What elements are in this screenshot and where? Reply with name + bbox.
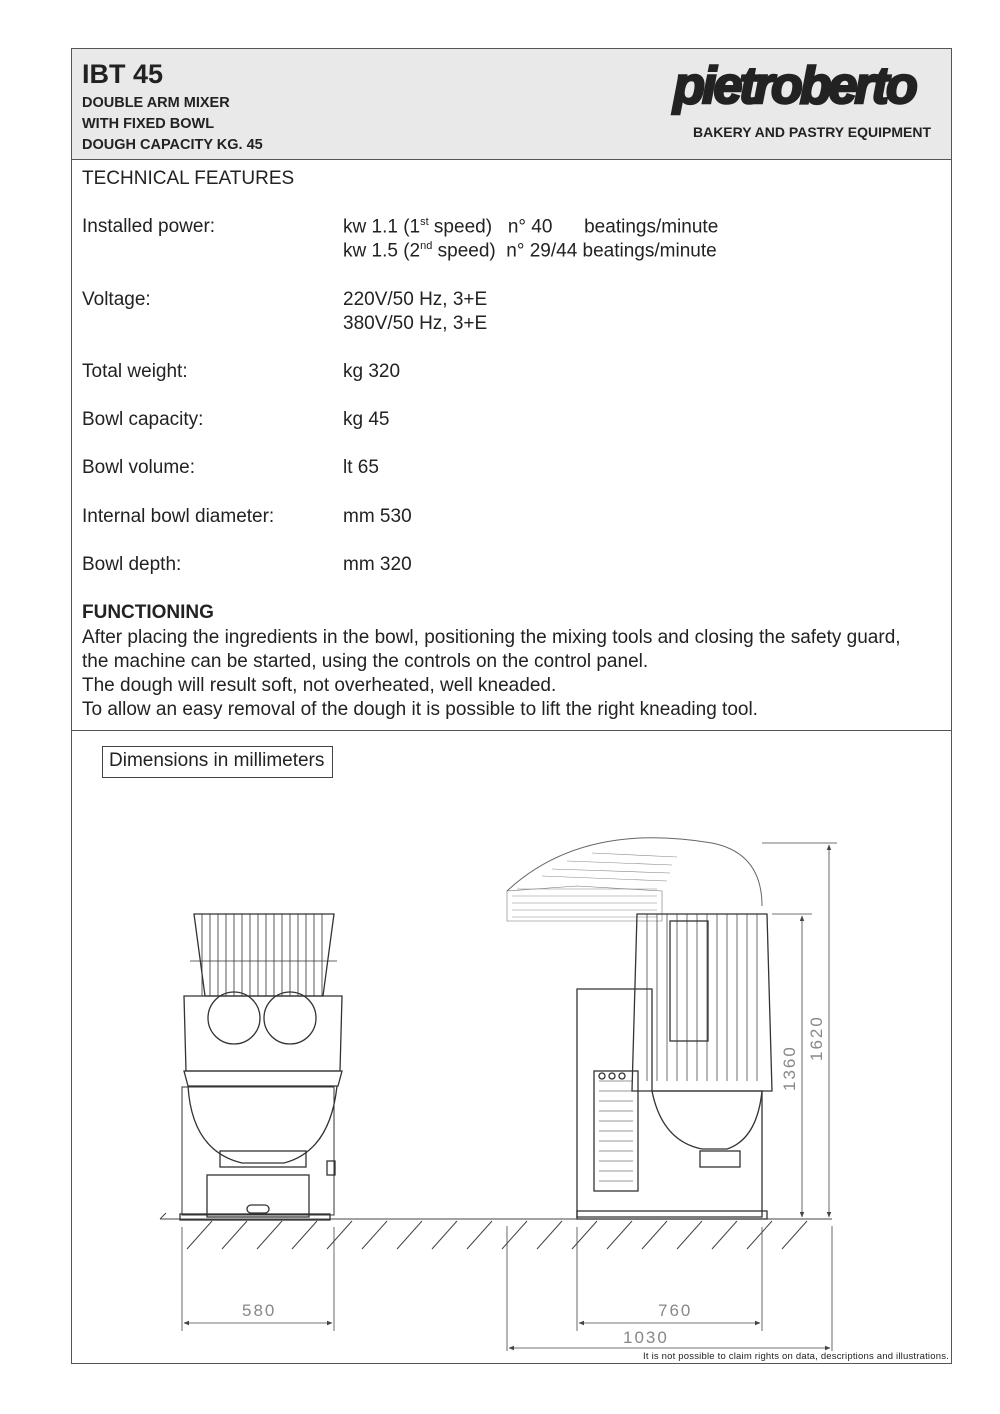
spec-value-voltage-1: 220V/50 Hz, 3+E [343,289,488,310]
functioning-line: After placing the ingredients in the bowl, positioning the mixing tools and closing the safety guard, [82,627,901,648]
spec-label: Bowl capacity: [82,409,204,430]
spec-value: mm 320 [343,554,412,575]
disclaimer: It is not possible to claim rights on data, descriptions and illustrations. [643,1351,949,1362]
tagline: BAKERY AND PASTRY EQUIPMENT [692,124,931,140]
technical-drawing [72,731,951,1363]
functioning-line: The dough will result soft, not overheated, well kneaded. [82,675,557,696]
dim-label-580: 580 [242,1301,277,1320]
functioning-line: To allow an easy removal of the dough it is possible to lift the right kneading tool. [82,699,758,720]
dim-label-1620: 1620 [807,1015,826,1061]
pietroberto-logo [652,59,937,123]
spec-value: kg 45 [343,409,390,430]
spec-label: Total weight: [82,361,188,382]
spec-value: kg 320 [343,361,401,382]
functioning-title: FUNCTIONING [82,602,214,623]
spec-value: lt 65 [343,457,379,478]
dim-label-760: 760 [658,1301,693,1320]
spec-value-power-2: kw 1.5 (2nd speed) n° 29/44 beatings/minute [343,240,717,262]
logo-wordmark: pietroberto [673,59,915,115]
functioning-line: the machine can be started, using the controls on the control panel. [82,651,649,672]
spec-label-power: Installed power: [82,216,216,237]
dimension-front-width [182,1227,334,1331]
subtitle-line: DOUGH CAPACITY KG. 45 [82,137,263,153]
model-title: IBT 45 [82,59,164,89]
dim-label-1360: 1360 [780,1045,799,1091]
subtitle-line: DOUBLE ARM MIXER [82,95,230,111]
side-view-mixer [507,838,772,1219]
spec-label-voltage: Voltage: [82,289,151,310]
front-view-mixer [180,914,342,1220]
dim-label-1030: 1030 [623,1328,669,1347]
spec-value-power-1: kw 1.1 (1st speed) n° 40 beatings/minute [343,216,719,238]
header [72,49,951,160]
spec-value: mm 530 [343,506,412,527]
dimensions-unit-label: Dimensions in millimeters [102,746,333,778]
spec-value-voltage-2: 380V/50 Hz, 3+E [343,313,488,334]
spec-label: Bowl volume: [82,457,195,478]
technical-features-title: TECHNICAL FEATURES [82,168,295,189]
dimension-side-widths [507,1226,832,1351]
datasheet-frame [71,48,952,1364]
subtitle-line: WITH FIXED BOWL [82,116,215,132]
spec-label: Bowl depth: [82,554,182,575]
spec-label: Internal bowl diameter: [82,506,275,527]
